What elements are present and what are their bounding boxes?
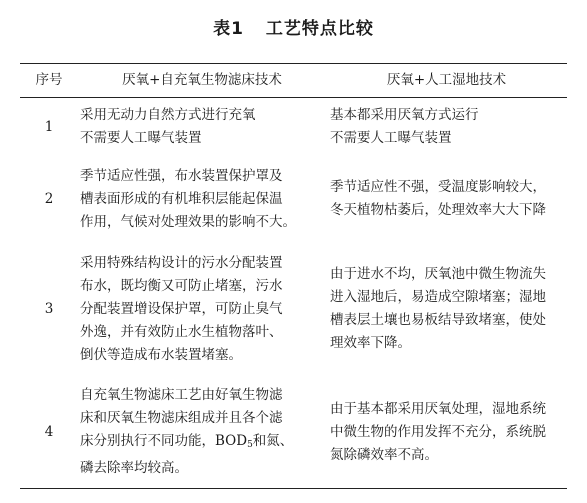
cell-line: 槽表层土壤也易板结导致堵塞，使处: [330, 312, 546, 328]
table-row: [20, 376, 567, 489]
cell-line: 氮除磷效率不高。: [330, 446, 438, 463]
cell-line: 理效率下降。: [330, 335, 411, 351]
cell-line: 季节适应性不强，受温度影响较大，: [330, 179, 546, 195]
cell-line: 不需要人工曝气装置: [80, 130, 202, 146]
biofilter-cell: [78, 242, 326, 376]
cell-line: 床和厌氧生物滤床组成并且各个滤: [80, 410, 283, 426]
cell-line: 作用，气候对处理效果的影响不大。: [80, 213, 296, 230]
bod-subscript: 5: [247, 440, 253, 450]
table-title: 工艺特点比较: [265, 19, 374, 39]
comparison-table: [20, 63, 567, 489]
cell-line: [80, 430, 318, 457]
table-number: 表1: [213, 19, 244, 39]
wetland-cell: [326, 156, 567, 242]
cell-line: 分配装置增设保护罩，可防止臭气: [80, 300, 283, 317]
cell-line: 进入湿地后，易造成空隙堵塞；湿地: [330, 289, 546, 305]
cell-line-text: 床分别执行不同功能，BOD: [80, 433, 248, 449]
cell-line-text: 和氮、: [252, 433, 294, 449]
biofilter-cell: [78, 156, 326, 242]
cell-line: 磷去除率均较高。: [80, 460, 188, 476]
biofilter-cell: [78, 376, 326, 489]
cell-line: 冬天植物枯萎后，处理效率大大下降: [330, 202, 546, 218]
cell-line: 不需要人工曝气装置: [330, 130, 452, 146]
row-number: 2: [44, 190, 54, 207]
cell-line: 倒伏等造成布水装置堵塞。: [80, 346, 242, 363]
wetland-cell: [326, 376, 567, 489]
cell-line: 采用特殊结构设计的污水分配装置: [80, 254, 283, 271]
cell-line: 由于基本都采用厌氧处理，湿地系统: [330, 400, 546, 417]
cell-line: 槽表面形成的有机堆积层能起保温: [80, 190, 283, 207]
row-number: 4: [44, 423, 54, 440]
cell-line: 自充氧生物滤床工艺由好氧生物滤: [80, 387, 283, 403]
table-header-row: [20, 64, 567, 98]
header-biofilter-technology: 厌氧+自充氧生物滤床技术: [122, 72, 282, 88]
cell-line: 基本都采用厌氧方式运行: [330, 107, 479, 123]
header-wetland-technology: 厌氧+人工湿地技术: [386, 72, 507, 88]
cell-line: 由于进水不均，厌氧池中微生物流失: [330, 266, 546, 282]
cell-line: 布水，既均衡又可防止堵塞，污水: [80, 277, 283, 294]
table-caption: [0, 14, 587, 39]
biofilter-cell: [78, 98, 326, 157]
header-serial-number: 序号: [35, 72, 63, 88]
table-row: [20, 156, 567, 242]
wetland-cell: [326, 242, 567, 376]
row-number: 3: [44, 300, 54, 317]
cell-line: 采用无动力自然方式进行充氧: [80, 107, 256, 123]
table-row: [20, 242, 567, 376]
wetland-cell: [326, 98, 567, 157]
table-row: [20, 98, 567, 157]
cell-line: 季节适应性强，布水装置保护罩及: [80, 167, 283, 184]
row-number: 1: [44, 118, 54, 135]
cell-line: 中微生物的作用发挥不充分，系统脱: [330, 423, 546, 440]
cell-line: 外逸，并有效防止水生植物落叶、: [80, 323, 283, 340]
